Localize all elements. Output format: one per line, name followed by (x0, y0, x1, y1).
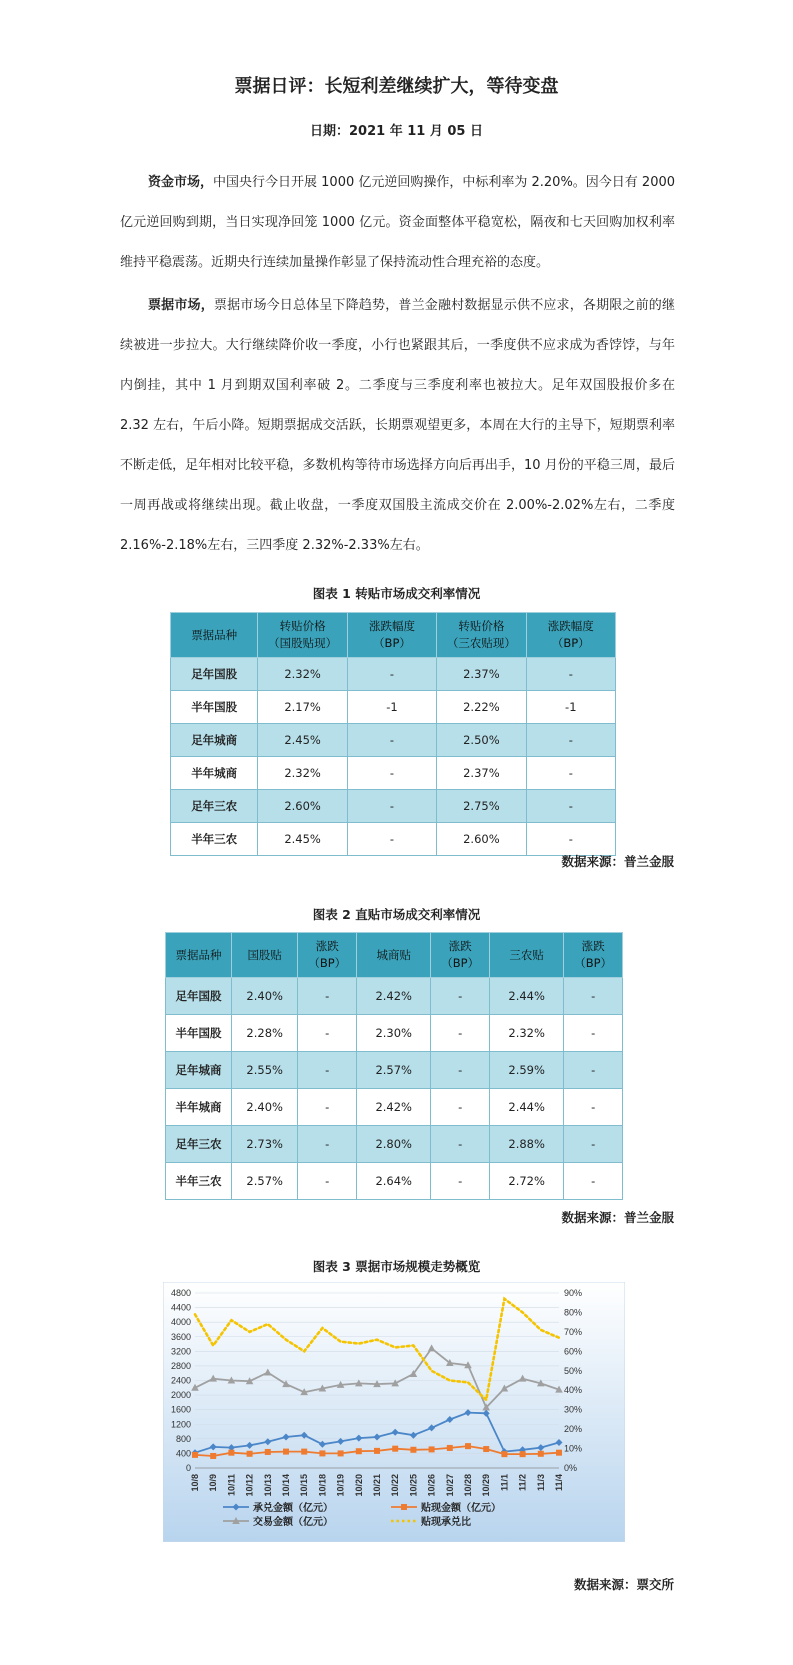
x-tick-label: 10/26 (426, 1474, 437, 1497)
table-cell: - (298, 1052, 357, 1089)
column-header-line: 转贴价格 (458, 619, 505, 633)
table-cell: - (564, 1089, 623, 1126)
legend-label: 交易金额（亿元） (253, 1517, 333, 1528)
paragraph-text: 中国央行今日开展 1000 亿元逆回购操作，中标利率为 2.20%。因今日有 2000 亿元逆回购到期，当日实现净回笼 1000 亿元。资金面整体平稳宽松，隔夜和七天回购加权利率维持平稳震荡。近期央行连续加量操作彰显了保持流动性合理充裕的态度。 (120, 175, 676, 270)
x-tick-label: 10/14 (281, 1474, 291, 1497)
data-point (538, 1451, 544, 1457)
table-row (166, 1052, 623, 1089)
data-point (338, 1450, 344, 1456)
table-row (171, 724, 616, 757)
y-left-tick-label: 4800 (170, 1288, 191, 1298)
table-cell: - (526, 823, 615, 856)
column-header-line: 涨跌幅度 (368, 619, 415, 633)
table1-source: 数据来源：普兰金服 (561, 854, 674, 869)
row-label: 足年国股 (171, 658, 258, 691)
column-header-line: （BP） (574, 956, 613, 970)
column-header (298, 933, 357, 978)
data-point (192, 1452, 198, 1458)
x-tick-label: 10/18 (317, 1474, 328, 1497)
row-label: 足年城商 (171, 724, 258, 757)
table-cell: 2.30% (357, 1015, 431, 1052)
legend-label: 贴现金额（亿元） (421, 1503, 501, 1514)
x-tick-label: 10/12 (244, 1474, 255, 1497)
table-cell: - (431, 1052, 490, 1089)
table-cell: - (298, 1015, 357, 1052)
table-cell: - (526, 658, 615, 691)
table-cell: 2.50% (437, 724, 526, 757)
row-label: 半年国股 (166, 1015, 232, 1052)
column-header-line: （BP） (373, 636, 411, 650)
column-header-line: （国股贴现） (268, 636, 338, 650)
table-cell: 2.55% (231, 1052, 297, 1089)
row-label: 半年三农 (171, 823, 258, 856)
table-cell: -1 (347, 691, 436, 724)
column-header-line: 三农贴 (509, 947, 544, 962)
y-left-tick-label: 2400 (170, 1375, 191, 1386)
paragraph-money-market (120, 163, 675, 283)
table-cell: - (298, 1089, 357, 1126)
column-header-line: 涨跌 (448, 939, 472, 953)
column-header (171, 613, 258, 658)
x-tick-label: 10/21 (372, 1474, 382, 1497)
y-right-tick-label: 10% (564, 1443, 583, 1454)
table-cell: 2.42% (357, 1089, 431, 1126)
legend-label: 贴现承兑比 (421, 1517, 471, 1528)
table-cell: 2.40% (231, 978, 297, 1015)
column-header-line: 涨跌 (315, 939, 339, 953)
table-cell: 2.72% (490, 1163, 564, 1200)
x-tick-label: 10/22 (390, 1474, 401, 1497)
data-point (556, 1450, 562, 1456)
y-left-tick-label: 3600 (170, 1331, 191, 1342)
table-cell: - (564, 978, 623, 1015)
column-header-line: 涨跌 (581, 939, 605, 953)
column-header-line: （BP） (551, 636, 590, 650)
table-row (171, 691, 616, 724)
x-tick-label: 10/20 (353, 1474, 364, 1497)
table-cell: - (347, 790, 436, 823)
y-left-tick-label: 4400 (170, 1302, 191, 1313)
data-point (301, 1449, 307, 1455)
y-right-tick-label: 50% (564, 1365, 583, 1376)
column-header (564, 933, 623, 978)
table-row (166, 1126, 623, 1163)
table-cell: 2.44% (490, 978, 564, 1015)
x-tick-label: 10/28 (463, 1474, 473, 1497)
column-header (258, 613, 347, 658)
table-cell: 2.42% (357, 978, 431, 1015)
data-point (247, 1451, 253, 1457)
y-left-tick-label: 400 (175, 1448, 191, 1459)
data-point (520, 1451, 526, 1457)
paragraph-bill-market (120, 286, 675, 566)
table-cell: 2.32% (258, 658, 347, 691)
data-point (501, 1451, 507, 1457)
y-right-tick-label: 90% (564, 1288, 583, 1298)
table-cell: - (298, 1126, 357, 1163)
data-point (228, 1450, 234, 1456)
table-cell: - (431, 1126, 490, 1163)
market-scale-chart (163, 1282, 625, 1542)
column-header (437, 613, 526, 658)
y-right-tick-label: 20% (564, 1424, 583, 1435)
y-left-tick-label: 3200 (170, 1346, 191, 1357)
column-header-line: 票据品种 (175, 947, 222, 962)
y-right-tick-label: 80% (564, 1307, 583, 1318)
table-cell: 2.75% (437, 790, 526, 823)
data-point (283, 1449, 289, 1455)
column-header-line: （三农贴现） (446, 636, 516, 650)
y-left-tick-label: 4000 (170, 1317, 191, 1328)
table-cell: - (298, 1163, 357, 1200)
column-header-line: 国股贴 (247, 947, 282, 962)
table-cell: 2.32% (258, 757, 347, 790)
y-right-tick-label: 30% (564, 1404, 583, 1415)
column-header (166, 933, 232, 978)
table-cell: 2.22% (437, 691, 526, 724)
table-cell: 2.57% (231, 1163, 297, 1200)
data-point (483, 1446, 489, 1452)
x-tick-label: 11/2 (517, 1474, 528, 1492)
table-cell: - (347, 823, 436, 856)
x-tick-label: 10/25 (408, 1474, 419, 1497)
table-row (166, 1089, 623, 1126)
table-row (166, 978, 623, 1015)
table-row (171, 658, 616, 691)
table-cell: 2.88% (490, 1126, 564, 1163)
table-cell: - (526, 724, 615, 757)
table-cell: 2.45% (258, 724, 347, 757)
table-cell: - (431, 1015, 490, 1052)
y-left-tick-label: 0 (185, 1463, 191, 1473)
row-label: 足年三农 (171, 790, 258, 823)
x-tick-label: 10/11 (226, 1474, 237, 1497)
legend-marker (401, 1504, 407, 1510)
data-point (429, 1446, 435, 1452)
table2-caption: 图表 2 直贴市场成交利率情况 (312, 907, 481, 922)
table-cell: - (298, 978, 357, 1015)
row-label: 半年国股 (171, 691, 258, 724)
x-tick-label: 10/19 (335, 1474, 346, 1497)
table-row (171, 790, 616, 823)
paragraph-text: 票据市场今日总体呈下降趋势，普兰金融村数据显示供不应求，各期限之前的继续被进一步拉大。大行继续降价收一季度，小行也紧跟其后，一季度供不应求成为香饽饽，与年内倒挂，其中 1 月到期双国利率破 2。二季度与三季度利率也被拉大。足年双国股报价多在 2.32 左右，午后小降。短期票据成交活跃，长期票观望更多，本周在大行的主导下，短期票利率不断走低，足年相对比较平稳，多数机构等待市场选择方向后再出手，10 月份的平稳三周，最后一周再战或将继续出现。截止收盘，一季度双国股主流成交价在 2.00%-2.02%左右，二季度 2.16%-2.18%左右，三四季度 2.32%-2.33%左右。 (120, 298, 675, 553)
y-right-tick-label: 70% (564, 1326, 583, 1337)
column-header-line: 票据品种 (191, 627, 238, 642)
x-tick-label: 11/4 (554, 1474, 564, 1492)
data-point (265, 1449, 271, 1455)
table-cell: 2.37% (437, 658, 526, 691)
page-title: 票据日评：长短利差继续扩大，等待变盘 (234, 76, 559, 97)
y-right-tick-label: 0% (564, 1463, 578, 1473)
table-cell: - (431, 978, 490, 1015)
y-left-tick-label: 800 (175, 1433, 191, 1444)
y-right-tick-label: 60% (564, 1346, 583, 1357)
y-left-tick-label: 1600 (170, 1404, 191, 1415)
chart-source: 数据来源：票交所 (573, 1577, 674, 1592)
data-point (465, 1443, 471, 1449)
data-point (447, 1445, 453, 1451)
table2-source: 数据来源：普兰金服 (561, 1210, 674, 1225)
column-header (431, 933, 490, 978)
table-cell: 2.28% (231, 1015, 297, 1052)
chart-svg (163, 1282, 625, 1542)
row-label: 足年三农 (166, 1126, 232, 1163)
table-row (171, 823, 616, 856)
table-cell: 2.60% (437, 823, 526, 856)
table-cell: 2.80% (357, 1126, 431, 1163)
column-header (231, 933, 297, 978)
data-point (392, 1446, 398, 1452)
row-label: 半年城商 (166, 1089, 232, 1126)
rediscount-rate-table (170, 612, 616, 856)
x-tick-label: 11/1 (499, 1474, 510, 1492)
data-point (356, 1448, 362, 1454)
table-cell: 2.44% (490, 1089, 564, 1126)
legend-label: 承兑金额（亿元） (253, 1503, 333, 1514)
table-cell: - (431, 1089, 490, 1126)
table-cell: 2.17% (258, 691, 347, 724)
table-row (171, 757, 616, 790)
row-label: 半年城商 (171, 757, 258, 790)
table-cell: 2.60% (258, 790, 347, 823)
table-cell: - (564, 1015, 623, 1052)
table-row (166, 1163, 623, 1200)
table-cell: 2.73% (231, 1126, 297, 1163)
column-header-line: 涨跌幅度 (547, 619, 594, 633)
column-header (357, 933, 431, 978)
table-cell: 2.37% (437, 757, 526, 790)
table-cell: - (564, 1126, 623, 1163)
column-header (526, 613, 615, 658)
table-cell: - (347, 658, 436, 691)
y-right-tick-label: 40% (564, 1385, 583, 1396)
table-cell: 2.57% (357, 1052, 431, 1089)
column-header (490, 933, 564, 978)
direct-discount-rate-table (165, 932, 623, 1200)
y-left-tick-label: 2000 (170, 1390, 191, 1401)
data-point (210, 1453, 216, 1459)
table-cell: 2.45% (258, 823, 347, 856)
table1-caption: 图表 1 转贴市场成交利率情况 (312, 586, 481, 601)
row-label: 足年城商 (166, 1052, 232, 1089)
table-cell: 2.59% (490, 1052, 564, 1089)
row-label: 半年三农 (166, 1163, 232, 1200)
table-cell: - (526, 790, 615, 823)
table-cell: - (431, 1163, 490, 1200)
paragraph-lead: 资金市场， (148, 175, 214, 190)
column-header-line: 转贴价格 (279, 619, 326, 633)
x-tick-label: 10/29 (481, 1474, 492, 1497)
chart-caption: 图表 3 票据市场规模走势概览 (312, 1259, 481, 1274)
table-cell: 2.32% (490, 1015, 564, 1052)
data-point (319, 1450, 325, 1456)
report-date: 日期：2021 年 11 月 05 日 (310, 124, 483, 139)
x-tick-label: 10/8 (190, 1474, 200, 1492)
data-point (374, 1448, 380, 1454)
table-cell: -1 (526, 691, 615, 724)
x-tick-label: 10/27 (444, 1474, 455, 1497)
paragraph-lead: 票据市场， (148, 298, 214, 313)
y-left-tick-label: 1200 (170, 1419, 191, 1430)
x-tick-label: 11/3 (535, 1474, 546, 1492)
table-cell: - (564, 1052, 623, 1089)
x-tick-label: 10/15 (299, 1474, 310, 1497)
table-cell: 2.64% (357, 1163, 431, 1200)
table-cell: - (347, 724, 436, 757)
table-cell: 2.40% (231, 1089, 297, 1126)
table-cell: - (526, 757, 615, 790)
row-label: 足年国股 (166, 978, 232, 1015)
column-header-line: 城商贴 (376, 947, 411, 962)
column-header (347, 613, 436, 658)
x-tick-label: 10/9 (208, 1474, 219, 1492)
x-tick-label: 10/13 (262, 1474, 273, 1497)
table-cell: - (564, 1163, 623, 1200)
table-row (166, 1015, 623, 1052)
column-header-line: （BP） (441, 956, 480, 970)
y-left-tick-label: 2800 (170, 1360, 191, 1371)
data-point (410, 1447, 416, 1453)
column-header-line: （BP） (308, 956, 347, 970)
table-cell: - (347, 757, 436, 790)
